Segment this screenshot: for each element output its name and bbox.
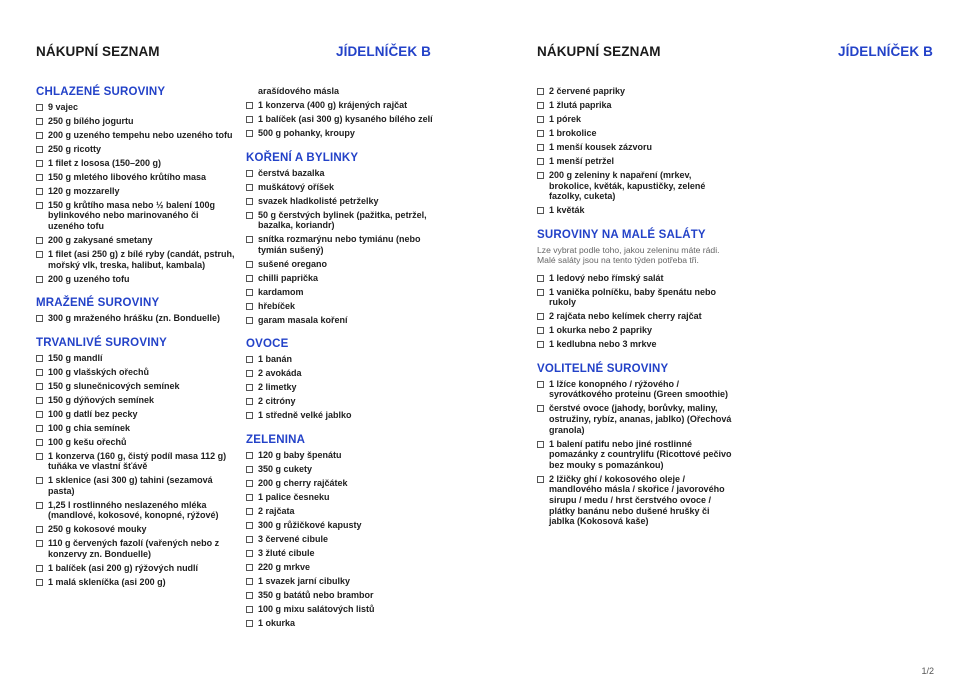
checkbox-icon xyxy=(36,146,43,153)
item-list xyxy=(537,273,732,350)
list-item xyxy=(246,478,446,489)
checkbox-icon xyxy=(246,303,253,310)
checkbox-icon xyxy=(246,592,253,599)
list-item xyxy=(36,274,236,285)
section-zelenina-continued xyxy=(537,86,732,216)
list-item-continuation: arašídového másla xyxy=(258,86,340,96)
item-text: sušené oregano xyxy=(258,258,328,269)
item-list xyxy=(246,100,446,139)
item-text: 120 g baby špenátu xyxy=(258,449,342,460)
checkbox-icon xyxy=(36,315,43,322)
list-item xyxy=(36,381,236,392)
checkbox-icon xyxy=(36,369,43,376)
item-text: 350 g batátů nebo brambor xyxy=(258,589,374,600)
checkbox-icon xyxy=(36,565,43,572)
checkbox-icon xyxy=(246,212,253,219)
section-mrazene xyxy=(36,297,236,324)
list-item xyxy=(36,200,236,232)
checkbox-icon xyxy=(36,202,43,209)
item-list xyxy=(36,353,236,588)
item-text: 2 červené papriky xyxy=(549,86,626,96)
item-text: 100 g kešu ořechů xyxy=(48,436,127,447)
item-text: 1 kedlubna nebo 3 mrkve xyxy=(549,339,657,350)
checkbox-icon xyxy=(246,550,253,557)
checkbox-icon xyxy=(246,578,253,585)
list-item xyxy=(36,186,236,197)
checkbox-icon xyxy=(246,317,253,324)
checkbox-icon xyxy=(36,540,43,547)
checkbox-icon xyxy=(36,383,43,390)
item-text: 1 konzerva (160 g, čistý podíl masa 112 g) tuňáka ve vlastní šťávě xyxy=(48,450,227,472)
checkbox-icon xyxy=(246,620,253,627)
item-text: 1 lžíce konopného / rýžového / syrovátkového proteinu (Green smoothie) xyxy=(549,378,729,400)
item-text: 1 balení patifu nebo jiné rostlinné pomazánky z countrylifu (Ricottové pečivo bez mouky s pomazánkou) xyxy=(549,438,732,470)
menu-title-right: JÍDELNÍČEK B xyxy=(838,44,933,59)
list-item xyxy=(537,156,732,167)
list-item xyxy=(36,538,236,559)
item-text: 1 okurka xyxy=(258,617,296,628)
section-title: OVOCE xyxy=(246,338,289,351)
checkbox-icon xyxy=(537,441,544,448)
item-text: 9 vajec xyxy=(48,102,79,112)
page-number: 1/2 xyxy=(921,666,934,676)
section-trvanlive-continued xyxy=(246,86,446,139)
checkbox-icon xyxy=(246,261,253,268)
item-text: 250 g bílého jogurtu xyxy=(48,115,134,126)
checkbox-icon xyxy=(246,480,253,487)
column-1 xyxy=(36,86,236,601)
item-list xyxy=(246,354,446,421)
checkbox-icon xyxy=(36,237,43,244)
list-item xyxy=(246,100,446,111)
checkbox-icon xyxy=(36,453,43,460)
checkbox-icon xyxy=(537,172,544,179)
section-zelenina xyxy=(246,434,446,628)
list-item xyxy=(36,409,236,420)
checkbox-icon xyxy=(246,522,253,529)
item-list xyxy=(246,86,446,97)
checkbox-icon xyxy=(36,477,43,484)
item-text: 1 balíček (asi 300 g) kysaného bílého zelí xyxy=(258,113,433,124)
checkbox-icon xyxy=(537,327,544,334)
section-trvanlive xyxy=(36,337,236,588)
checkbox-icon xyxy=(36,104,43,111)
item-text: 1 pórek xyxy=(549,113,582,124)
item-text: 2 avokáda xyxy=(258,368,302,379)
item-text: 1 filet z lososa (150–200 g) xyxy=(48,157,162,168)
item-text: 120 g mozzarelly xyxy=(48,185,120,196)
item-text: 500 g pohanky, kroupy xyxy=(258,127,355,138)
item-text: 250 g ricotty xyxy=(48,143,102,154)
item-text: 1 okurka nebo 2 papriky xyxy=(549,325,653,336)
list-item xyxy=(246,315,446,326)
item-text: 150 g slunečnicových semínek xyxy=(48,380,180,391)
section-volitelne xyxy=(537,363,732,527)
list-item xyxy=(36,116,236,127)
section-title: SUROVINY NA MALÉ SALÁTY xyxy=(537,228,706,241)
list-item xyxy=(537,379,732,400)
section-chlazene xyxy=(36,86,236,284)
item-text: 200 g zakysané smetany xyxy=(48,235,153,246)
checkbox-icon xyxy=(537,381,544,388)
list-item xyxy=(246,273,446,284)
column-3 xyxy=(537,86,732,540)
checkbox-icon xyxy=(537,88,544,95)
list-item xyxy=(246,368,446,379)
list-item xyxy=(537,311,732,322)
list-item xyxy=(246,576,446,587)
item-text: 150 g dýňových semínek xyxy=(48,394,155,405)
item-text: 300 g růžičkové kapusty xyxy=(258,519,362,530)
item-text: 200 g uzeného tofu xyxy=(48,273,130,284)
list-item xyxy=(246,534,446,545)
item-text: 200 g uzeného tempehu nebo uzeného tofu xyxy=(48,129,233,140)
list-item xyxy=(246,548,446,559)
item-text: 2 limetky xyxy=(258,382,297,393)
list-item xyxy=(246,234,446,255)
list-item xyxy=(246,396,446,407)
item-list xyxy=(246,450,446,628)
checkbox-icon xyxy=(537,341,544,348)
list-item xyxy=(246,114,446,125)
item-text: 1 vanička polníčku, baby špenátu nebo rukoly xyxy=(549,286,717,308)
checkbox-icon xyxy=(537,207,544,214)
item-text: 1 brokolice xyxy=(549,127,597,138)
list-item xyxy=(36,130,236,141)
checkbox-icon xyxy=(246,398,253,405)
section-title: CHLAZENÉ SUROVINY xyxy=(36,86,166,98)
item-text: 150 g mandlí xyxy=(48,352,103,363)
checkbox-icon xyxy=(246,170,253,177)
item-text: 2 citróny xyxy=(258,396,296,407)
list-item xyxy=(537,403,732,435)
item-text: 100 g datlí bez pecky xyxy=(48,408,138,419)
item-text: 100 g chia semínek xyxy=(48,422,131,433)
checkbox-icon xyxy=(36,502,43,509)
checkbox-icon xyxy=(246,289,253,296)
item-text: 1 banán xyxy=(258,354,293,365)
list-item xyxy=(537,287,732,308)
checkbox-icon xyxy=(36,439,43,446)
list-item xyxy=(537,205,732,216)
checkbox-icon xyxy=(537,158,544,165)
item-text: chilli paprička xyxy=(258,272,319,283)
item-text: 110 g červených fazolí (vařených nebo z konzervy zn. Bonduelle) xyxy=(48,538,220,560)
list-item xyxy=(246,259,446,270)
item-text: 200 g zeleniny k napaření (mrkev, brokolice, květák, kapustičky, zelené fazolky, cuketa) xyxy=(549,169,706,202)
list-item xyxy=(36,577,236,588)
item-text: 1 palice česneku xyxy=(258,491,330,502)
item-text: 50 g čerstvých bylinek (pažitka, petržel, bazalka, koriandr) xyxy=(258,209,427,231)
item-text: 300 g mraženého hrášku (zn. Bonduelle) xyxy=(48,313,221,324)
section-title: KOŘENÍ A BYLINKY xyxy=(246,151,359,164)
checkbox-icon xyxy=(36,174,43,181)
column-2 xyxy=(246,86,446,641)
item-text: 1 malá skleníčka (asi 200 g) xyxy=(48,576,166,587)
list-item xyxy=(246,382,446,393)
section-koreni xyxy=(246,152,446,326)
item-text: hřebíček xyxy=(258,300,296,311)
item-text: čerstvá bazalka xyxy=(258,167,325,178)
item-text: 1 sklenice (asi 300 g) tahini (sezamová pasta) xyxy=(48,475,213,496)
list-item xyxy=(36,475,236,496)
checkbox-icon xyxy=(246,466,253,473)
checkbox-icon xyxy=(36,411,43,418)
list-item xyxy=(246,604,446,615)
list-item xyxy=(36,500,236,521)
section-title: VOLITELNÉ SUROVINY xyxy=(537,362,669,375)
item-text: 100 g vlašských ořechů xyxy=(48,366,150,377)
section-title: MRAŽENÉ SUROVINY xyxy=(36,297,160,310)
checkbox-icon xyxy=(246,508,253,515)
item-text: 1 menší petržel xyxy=(549,155,615,166)
checkbox-icon xyxy=(246,130,253,137)
list-item xyxy=(246,301,446,312)
list-item xyxy=(537,114,732,125)
checkbox-icon xyxy=(246,536,253,543)
item-text: 2 rajčata xyxy=(258,505,295,516)
checkbox-icon xyxy=(246,116,253,123)
checkbox-icon xyxy=(36,188,43,195)
item-text: 3 žluté cibule xyxy=(258,547,315,558)
item-list xyxy=(246,168,446,326)
item-text: 200 g cherry rajčátek xyxy=(258,477,348,488)
list-item xyxy=(537,439,732,471)
section-note: Lze vybrat podle toho, jakou zeleninu máte rádi. Malé saláty jsou na tento týden potřeba tři. xyxy=(537,244,720,266)
list-item xyxy=(36,353,236,364)
list-item xyxy=(36,423,236,434)
checkbox-icon xyxy=(36,118,43,125)
list-item xyxy=(537,128,732,139)
checkbox-icon xyxy=(537,130,544,137)
list-item xyxy=(246,520,446,531)
list-item xyxy=(537,86,732,97)
list-item xyxy=(246,562,446,573)
checkbox-icon xyxy=(246,370,253,377)
item-text: 1 svazek jarní cibulky xyxy=(258,575,351,586)
item-text: 350 g cukety xyxy=(258,463,313,474)
menu-title-left: JÍDELNÍČEK B xyxy=(336,44,431,59)
item-text: garam masala koření xyxy=(258,314,348,325)
item-text: 250 g kokosové mouky xyxy=(48,524,147,535)
checkbox-icon xyxy=(537,313,544,320)
list-item xyxy=(36,367,236,378)
checkbox-icon xyxy=(36,579,43,586)
list-item xyxy=(246,128,446,139)
item-text: 100 g mixu salátových listů xyxy=(258,603,375,614)
item-text: 150 g krůtího masa nebo ½ balení 100g bylinkového nebo marinovaného či uzeného tofu xyxy=(48,199,216,232)
item-text: 2 lžičky ghí / kokosového oleje / mandlového másla / skořice / javorového sirupu / medu / hrst čerstvého ovoce / plátky banánu nebo dušené hrušky či jablka (Kokosová kaše) xyxy=(549,473,725,527)
list-item xyxy=(36,313,236,324)
checkbox-icon xyxy=(537,405,544,412)
item-list xyxy=(537,379,732,527)
list-item xyxy=(36,235,236,246)
list-item xyxy=(537,339,732,350)
list-item xyxy=(246,168,446,179)
list-item xyxy=(246,210,446,231)
list-item xyxy=(246,450,446,461)
item-text: kardamom xyxy=(258,286,304,297)
checkbox-icon xyxy=(537,116,544,123)
item-text: 1 konzerva (400 g) krájených rajčat xyxy=(258,99,408,110)
list-item xyxy=(36,524,236,535)
list-item xyxy=(246,287,446,298)
list-item xyxy=(246,618,446,629)
item-text: snítka rozmarýnu nebo tymiánu (nebo tymián sušený) xyxy=(258,234,421,255)
item-text: 2 rajčata nebo kelímek cherry rajčat xyxy=(549,311,702,322)
item-text: 1 menší kousek zázvoru xyxy=(549,141,653,152)
checkbox-icon xyxy=(36,251,43,258)
list-item xyxy=(537,325,732,336)
checkbox-icon xyxy=(537,275,544,282)
list-item xyxy=(537,170,732,202)
item-list xyxy=(36,313,236,324)
checkbox-icon xyxy=(246,452,253,459)
list-item xyxy=(36,563,236,574)
checkbox-icon xyxy=(246,275,253,282)
checkbox-icon xyxy=(36,425,43,432)
checkbox-icon xyxy=(537,102,544,109)
page-title-left: NÁKUPNÍ SEZNAM xyxy=(36,44,160,59)
list-item xyxy=(246,590,446,601)
list-item xyxy=(246,410,446,421)
section-salaty xyxy=(537,229,732,350)
checkbox-icon xyxy=(36,526,43,533)
checkbox-icon xyxy=(36,355,43,362)
item-text: svazek hladkolisté petrželky xyxy=(258,195,379,206)
page-title-right: NÁKUPNÍ SEZNAM xyxy=(537,44,661,59)
section-ovoce xyxy=(246,338,446,421)
checkbox-icon xyxy=(246,198,253,205)
section-title: TRVANLIVÉ SUROVINY xyxy=(36,336,167,349)
checkbox-icon xyxy=(246,102,253,109)
list-item xyxy=(246,182,446,193)
item-text: 150 g mletého libového krůtího masa xyxy=(48,171,207,182)
item-text: 1 filet (asi 250 g) z bílé ryby (candát, pstruh, mořský vlk, treska, halibut, kambala) xyxy=(48,249,235,270)
list-item xyxy=(36,158,236,169)
checkbox-icon xyxy=(36,276,43,283)
item-text: 1 ledový nebo římský salát xyxy=(549,272,664,283)
checkbox-icon xyxy=(246,412,253,419)
item-list xyxy=(537,86,732,216)
checkbox-icon xyxy=(246,606,253,613)
list-item xyxy=(246,492,446,503)
checkbox-icon xyxy=(36,397,43,404)
item-text: muškátový oříšek xyxy=(258,181,335,192)
checkbox-icon xyxy=(537,144,544,151)
list-item xyxy=(36,144,236,155)
checkbox-icon xyxy=(537,289,544,296)
checkbox-icon xyxy=(246,384,253,391)
item-text: 1 středně velké jablko xyxy=(258,410,352,421)
checkbox-icon xyxy=(246,494,253,501)
list-item xyxy=(537,100,732,111)
list-item xyxy=(36,102,236,113)
list-item xyxy=(246,506,446,517)
item-text: 1 žlutá paprika xyxy=(549,99,612,110)
item-list xyxy=(36,102,236,284)
checkbox-icon xyxy=(246,564,253,571)
checkbox-icon xyxy=(246,184,253,191)
list-item xyxy=(246,196,446,207)
list-item xyxy=(36,172,236,183)
list-item xyxy=(246,354,446,365)
list-item xyxy=(246,464,446,475)
checkbox-icon xyxy=(36,132,43,139)
item-text: čerstvé ovoce (jahody, borůvky, maliny, ostružiny, rybíz, ananas, jablko) (Ořechová granola) xyxy=(549,403,732,435)
checkbox-icon xyxy=(537,476,544,483)
list-item xyxy=(537,142,732,153)
item-text: 1,25 l rostlinného neslazeného mléka (mandlové, kokosové, konopné, rýžové) xyxy=(48,499,219,521)
list-item xyxy=(36,451,236,472)
checkbox-icon xyxy=(36,160,43,167)
item-text: 1 květák xyxy=(549,205,585,216)
item-text: 3 červené cibule xyxy=(258,533,329,544)
item-text: 1 balíček (asi 200 g) rýžových nudlí xyxy=(48,563,199,573)
section-title: ZELENINA xyxy=(246,433,306,446)
checkbox-icon xyxy=(246,236,253,243)
list-item xyxy=(36,437,236,448)
list-item xyxy=(537,474,732,527)
checkbox-icon xyxy=(246,356,253,363)
list-item xyxy=(36,249,236,270)
list-item xyxy=(36,395,236,406)
list-item xyxy=(537,273,732,284)
item-text: 220 g mrkve xyxy=(258,561,311,572)
